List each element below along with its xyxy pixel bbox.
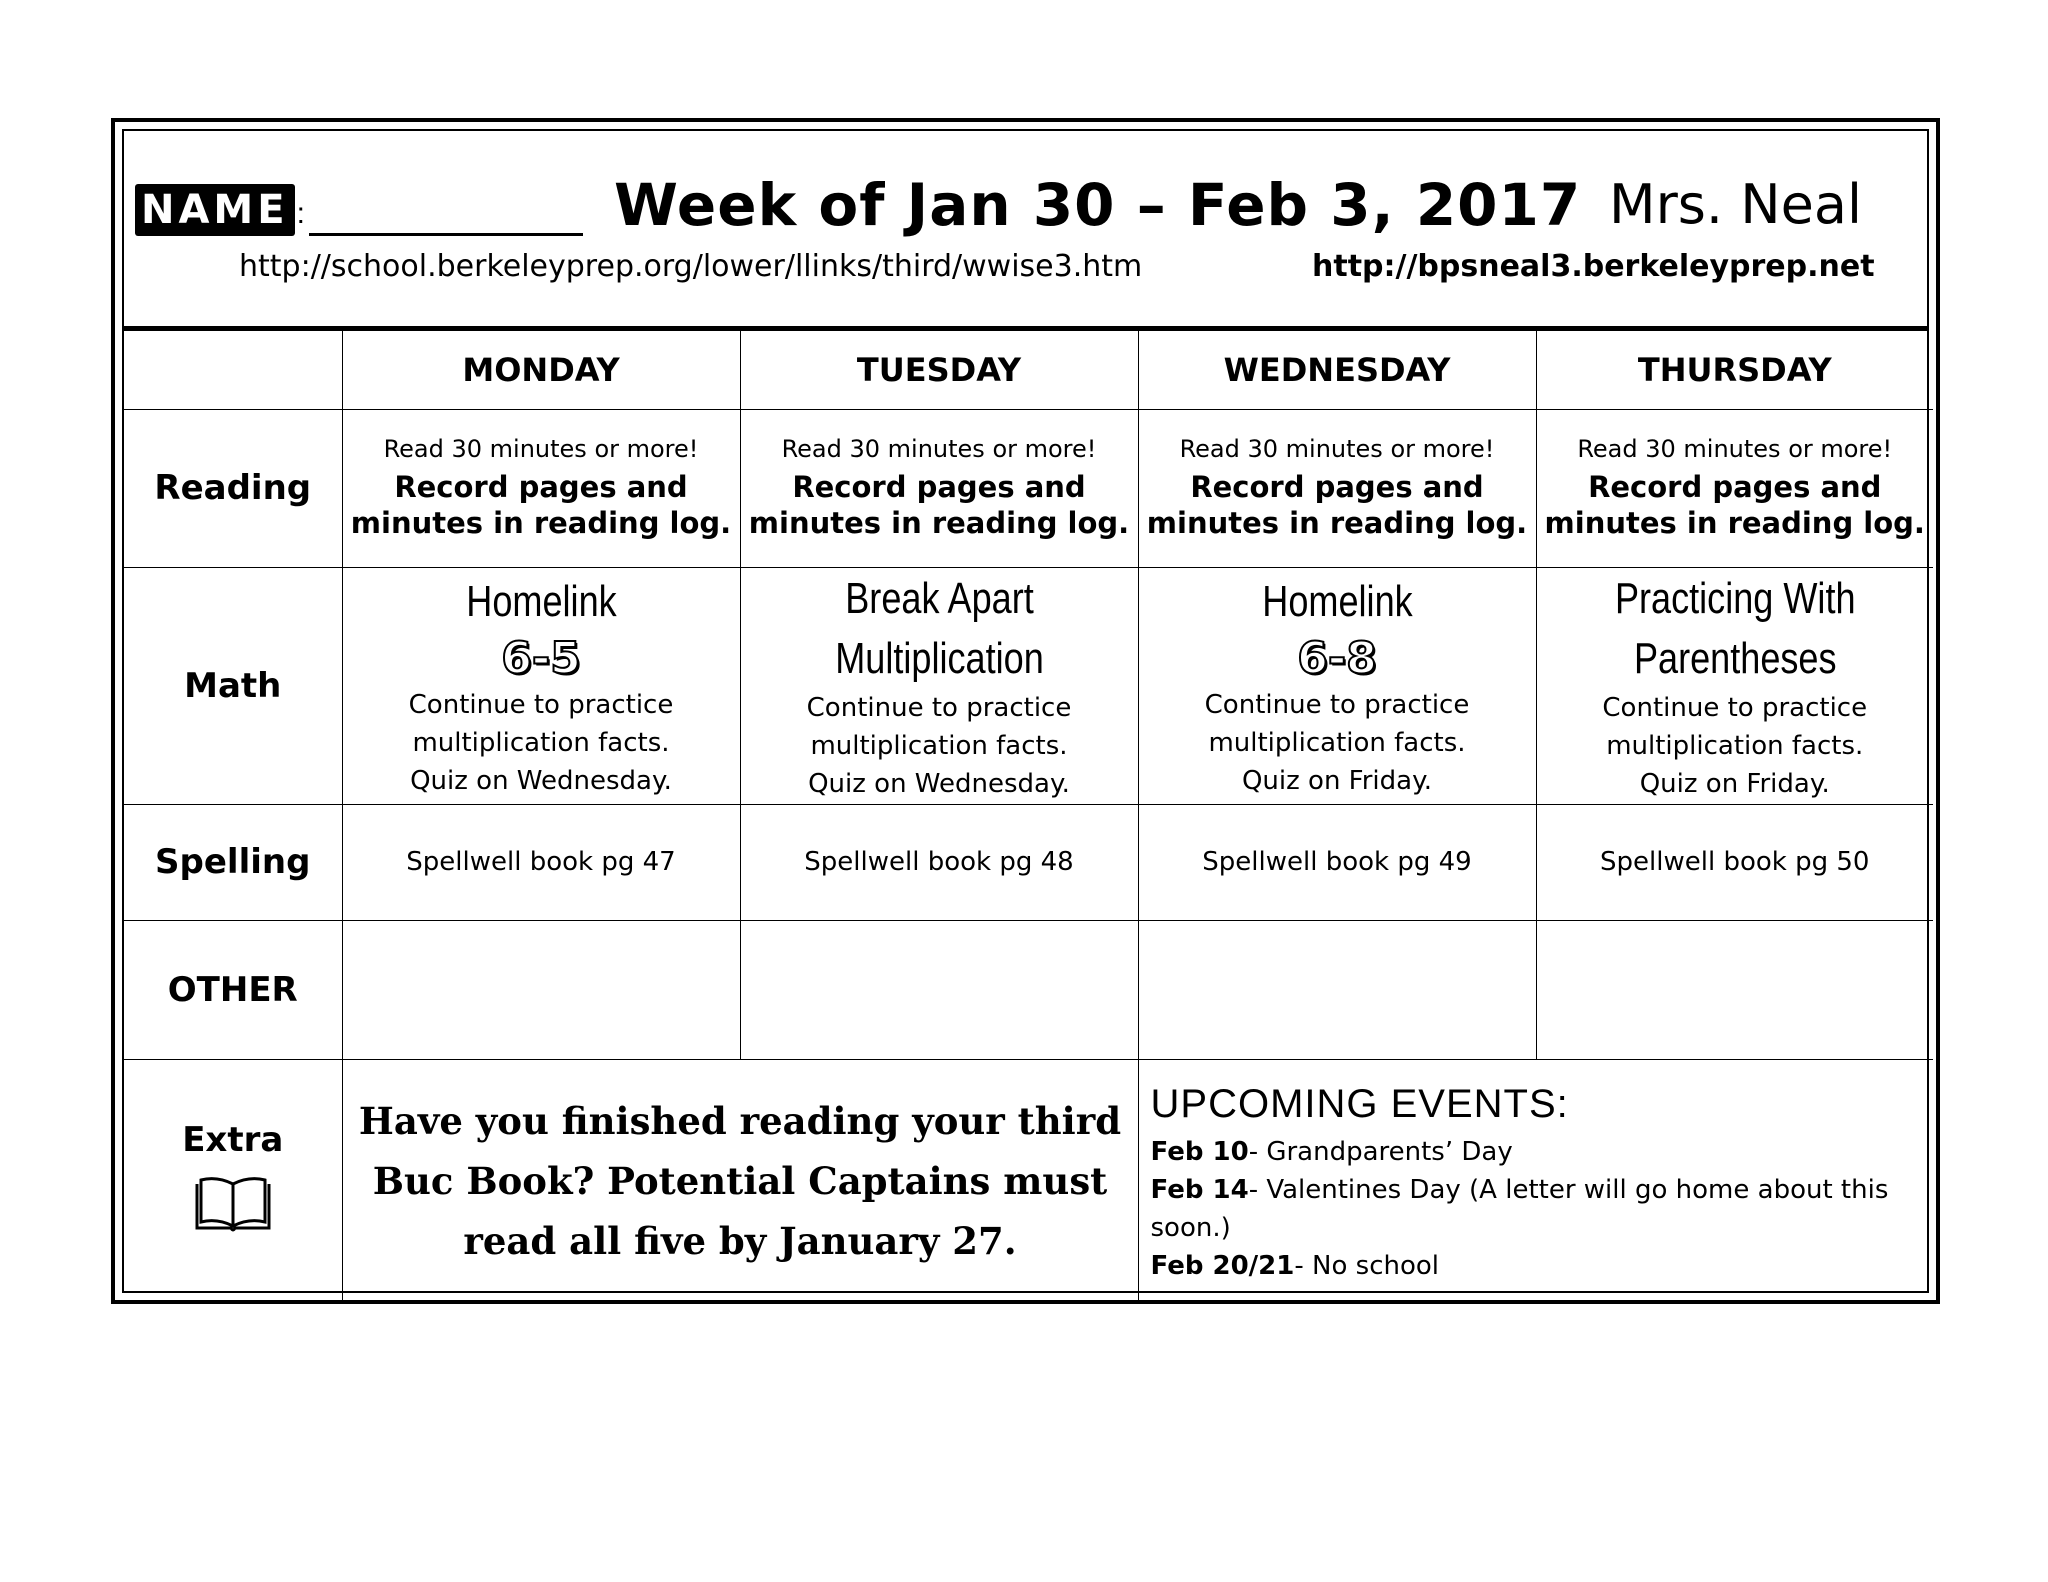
homework-sheet bbox=[111, 118, 1940, 1304]
math-note: Quiz on Wednesday. bbox=[410, 765, 672, 796]
upcoming-events bbox=[1138, 1059, 1933, 1303]
math-title: Multiplication bbox=[834, 633, 1044, 683]
event-text: - Valentines Day (A letter will go home about this soon.) bbox=[1150, 1174, 1889, 1243]
reading-minutes: Read 30 minutes or more! bbox=[781, 435, 1097, 463]
day-header-wednesday: WEDNESDAY bbox=[1138, 331, 1536, 409]
row-label-extra-cell bbox=[124, 1059, 342, 1303]
event-item bbox=[1151, 1133, 1922, 1171]
reading-instruction: Record pages and bbox=[1588, 470, 1882, 504]
event-date: Feb 20/21 bbox=[1150, 1250, 1295, 1281]
event-item bbox=[1151, 1171, 1922, 1247]
row-label-extra: Extra bbox=[182, 1119, 284, 1160]
math-cell bbox=[740, 567, 1138, 804]
name-field bbox=[135, 184, 583, 236]
sheet-header bbox=[124, 131, 1927, 331]
reading-instruction: Record pages and bbox=[792, 470, 1086, 504]
day-header-thursday: THURSDAY bbox=[1536, 331, 1933, 409]
math-note: multiplication facts. bbox=[1208, 727, 1466, 758]
corner-cell bbox=[124, 331, 342, 409]
other-row bbox=[124, 920, 1933, 1059]
math-title: Homelink bbox=[1261, 576, 1413, 626]
book-icon bbox=[193, 1176, 273, 1236]
reading-instruction: Record pages and bbox=[394, 470, 688, 504]
name-label: NAME bbox=[135, 184, 295, 236]
spelling-cell: Spellwell book pg 48 bbox=[740, 804, 1138, 920]
math-note: Quiz on Friday. bbox=[1241, 765, 1433, 796]
event-date: Feb 14 bbox=[1150, 1174, 1249, 1205]
reading-cell bbox=[740, 409, 1138, 567]
reading-row bbox=[124, 409, 1933, 567]
math-title: Break Apart bbox=[844, 573, 1034, 623]
reading-cell bbox=[342, 409, 740, 567]
math-note: multiplication facts. bbox=[810, 730, 1068, 761]
class-url: http://bpsneal3.berkeleyprep.net bbox=[1312, 249, 1875, 284]
extra-row bbox=[124, 1059, 1933, 1303]
spelling-cell: Spellwell book pg 49 bbox=[1138, 804, 1536, 920]
reading-instruction: Record pages and bbox=[1190, 470, 1484, 504]
teacher-name: Mrs. Neal bbox=[1609, 173, 1862, 236]
reading-instruction: minutes in reading log. bbox=[748, 506, 1130, 540]
math-cell bbox=[1536, 567, 1933, 804]
day-header-row bbox=[124, 331, 1933, 409]
spelling-row bbox=[124, 804, 1933, 920]
math-note: Continue to practice bbox=[1204, 689, 1470, 720]
math-cell bbox=[342, 567, 740, 804]
math-title: Practicing With bbox=[1614, 573, 1856, 623]
spelling-cell: Spellwell book pg 50 bbox=[1536, 804, 1933, 920]
reading-minutes: Read 30 minutes or more! bbox=[1577, 435, 1893, 463]
math-note: Continue to practice bbox=[1602, 692, 1868, 723]
math-title: Homelink bbox=[465, 576, 617, 626]
event-item bbox=[1151, 1247, 1922, 1285]
day-header-monday: MONDAY bbox=[342, 331, 740, 409]
math-note: multiplication facts. bbox=[1606, 730, 1864, 761]
week-title: Week of Jan 30 – Feb 3, 2017 bbox=[614, 171, 1582, 239]
reading-instruction: minutes in reading log. bbox=[1146, 506, 1528, 540]
name-blank-line bbox=[309, 189, 583, 236]
reading-minutes: Read 30 minutes or more! bbox=[1179, 435, 1495, 463]
other-cell bbox=[1138, 920, 1536, 1059]
math-note: Quiz on Friday. bbox=[1639, 768, 1830, 799]
upcoming-events-title: UPCOMING EVENTS: bbox=[1150, 1081, 1569, 1126]
math-cell bbox=[1138, 567, 1536, 804]
other-cell bbox=[342, 920, 740, 1059]
math-row bbox=[124, 567, 1933, 804]
event-text: - No school bbox=[1294, 1250, 1439, 1281]
row-label-math: Math bbox=[124, 567, 342, 804]
math-note: multiplication facts. bbox=[412, 727, 670, 758]
reading-instruction: minutes in reading log. bbox=[1544, 506, 1925, 540]
math-lesson-number: 6-8 bbox=[1297, 632, 1377, 684]
reading-cell bbox=[1138, 409, 1536, 567]
math-title: Parentheses bbox=[1633, 633, 1837, 683]
reading-instruction: minutes in reading log. bbox=[350, 506, 732, 540]
other-cell bbox=[740, 920, 1138, 1059]
homework-table bbox=[124, 331, 1933, 1304]
math-note: Quiz on Wednesday. bbox=[808, 768, 1070, 799]
math-note: Continue to practice bbox=[408, 689, 674, 720]
event-date: Feb 10 bbox=[1150, 1136, 1249, 1167]
math-note: Continue to practice bbox=[806, 692, 1072, 723]
school-url: http://school.berkeleyprep.org/lower/llinks/third/wwise3.htm bbox=[239, 249, 1143, 284]
reading-minutes: Read 30 minutes or more! bbox=[383, 435, 699, 463]
other-cell bbox=[1536, 920, 1933, 1059]
sheet-inner-border bbox=[122, 129, 1929, 1293]
math-lesson-number: 6-5 bbox=[501, 632, 581, 684]
buc-book-reminder: Have you finished reading your third Buc Book? Potential Captains must read all five by January 27. bbox=[342, 1059, 1138, 1303]
row-label-reading: Reading bbox=[124, 409, 342, 567]
row-label-other: OTHER bbox=[124, 920, 342, 1059]
row-label-spelling: Spelling bbox=[124, 804, 342, 920]
day-header-tuesday: TUESDAY bbox=[740, 331, 1138, 409]
event-text: - Grandparents’ Day bbox=[1248, 1136, 1513, 1167]
reading-cell bbox=[1536, 409, 1933, 567]
spelling-cell: Spellwell book pg 47 bbox=[342, 804, 740, 920]
